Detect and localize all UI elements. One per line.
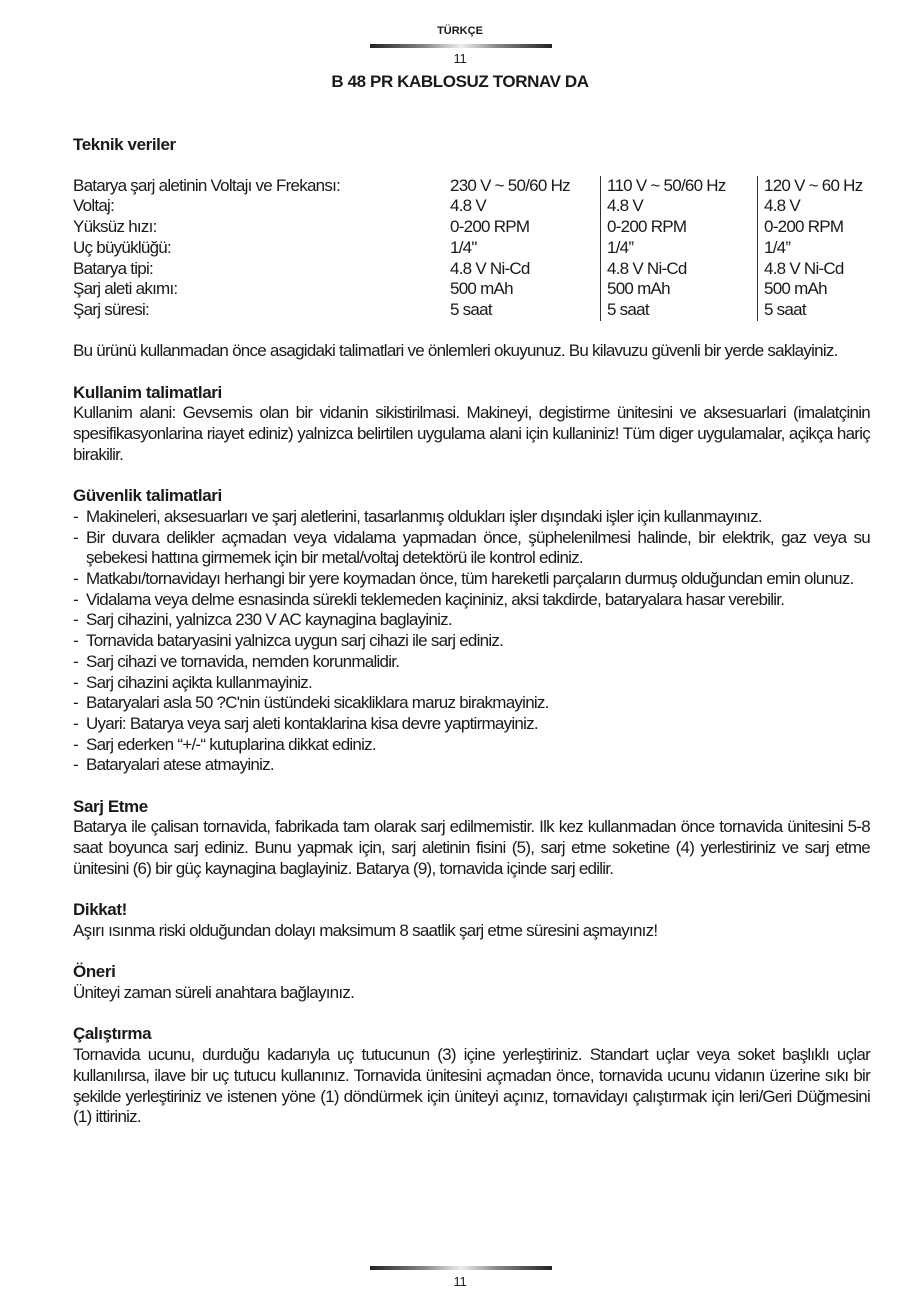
warning-heading: Dikkat!: [73, 900, 127, 920]
spec-label: Batarya tipi:: [73, 258, 154, 278]
safety-heading: Güvenlik talimatlari: [73, 486, 222, 506]
specs-heading: Teknik veriler: [73, 135, 176, 154]
spec-value: 110 V ~ 50/60 Hz: [601, 176, 758, 197]
advice-text: Üniteyi zaman süreli anahtara bağlayınız.: [73, 983, 355, 1003]
warning-section: [73, 900, 870, 941]
page-title: B 48 PR KABLOSUZ TORNAV DA: [331, 72, 589, 91]
operation-text: Tornavida ucunu, durduğu kadarıyla uç tutucunun (3) içine yerleştiriniz. Standart uçlar veya soket başlıklı uçlar kullanılırsa, ilave bir uç tutucu kullanınız. Tornavida ünitesini açmadan önce, tornavida ucunu vidanın üzerine sıkı bir şekilde yerleştiriniz ve istenen yöne (1) döndürmek için üniteyi açınız, tornavidayı çalıştırmak için leri/Geri Düğmesini (1) ittiriniz.: [73, 1045, 870, 1127]
spec-label: Şarj süresi:: [73, 299, 150, 319]
spec-value: 1/4”: [758, 238, 871, 259]
specs-row: [73, 176, 870, 197]
spec-value: 0-200 RPM: [450, 217, 530, 237]
spec-label: Batarya şarj aletinin Voltajı ve Frekansı:: [73, 175, 341, 195]
spec-label: Şarj aleti akımı:: [73, 279, 178, 299]
safety-item: - Bataryalari atese atmayiniz.: [73, 755, 870, 776]
spec-label: Voltaj:: [73, 196, 115, 216]
charging-heading: Sarj Etme: [73, 796, 148, 816]
spec-value: 500 mAh: [758, 279, 871, 300]
safety-item: - Sarj cihazi ve tornavida, nemden korunmalidir.: [73, 652, 870, 673]
safety-item: - Bataryalari asla 50 ?C'nin üstündeki sicakliklara maruz birakmayiniz.: [73, 693, 870, 714]
spec-value: 230 V ~ 50/60 Hz: [450, 175, 570, 195]
spec-value: 500 mAh: [601, 279, 758, 300]
safety-item: - Makineleri, aksesuarları ve şarj aletlerini, tasarlanmış oldukları işler dışındaki işler için kullanmayınız.: [73, 507, 870, 528]
spec-value: 4.8 V: [601, 196, 758, 217]
document-body: [73, 135, 870, 1128]
specs-table: [73, 176, 870, 321]
spec-value: 0-200 RPM: [758, 217, 871, 238]
spec-value: 500 mAh: [450, 279, 513, 299]
spec-value: 5 saat: [450, 299, 492, 319]
intro-paragraph: Bu ürünü kullanmadan önce asagidaki talimatlari ve önlemleri okuyunuz. Bu kilavuzu güvenli bir yerde saklayiniz.: [73, 341, 838, 361]
usage-text: Kullanim alani: Gevsemis olan bir vidanin sikistirilmasi. Makineyi, degistirme ünitesini ve aksesuarlari (imalatçinin spesifikasyonlarina riayet ediniz) yalnizca belirtilen uygulama alani için kullaniniz! Tüm diger uygulamalar, açikça hariç birakilir.: [73, 403, 870, 464]
advice-section: [73, 962, 870, 1003]
safety-item: - Vidalama veya delme esnasinda sürekli teklemeden kaçininiz, aksi takdirde, bataryalara hasar verebilir.: [73, 590, 870, 611]
page-number-top: 11: [453, 51, 467, 66]
operation-heading: Çalıştırma: [73, 1024, 152, 1044]
advice-heading: Öneri: [73, 962, 116, 982]
operation-section: [73, 1024, 870, 1128]
specs-row: [73, 238, 870, 259]
specs-row: [73, 217, 870, 238]
spec-value: 4.8 V: [758, 196, 871, 217]
warning-text: Aşırı ısınma riski olduğundan dolayı maksimum 8 saatlik şarj etme süresini aşmayınız!: [73, 920, 658, 940]
spec-value: 5 saat: [601, 300, 758, 321]
spec-value: 4.8 V Ni-Cd: [601, 259, 758, 280]
spec-value: 5 saat: [758, 300, 871, 321]
safety-item: - Sarj ederken “+/-“ kutuplarina dikkat ediniz.: [73, 735, 870, 756]
spec-value: 120 V ~ 60 Hz: [758, 176, 871, 197]
safety-section: [73, 486, 870, 776]
usage-heading: Kullanim talimatlari: [73, 382, 222, 402]
specs-row: [73, 196, 870, 217]
usage-section: [73, 383, 870, 466]
page-number-bottom: 11: [453, 1274, 467, 1289]
safety-item: - Sarj cihazini açikta kullanmayiniz.: [73, 673, 870, 694]
safety-item: - Bir duvara delikler açmadan veya vidalama yapmadan önce, şüphelenilmesi halinde, bir elektrik, gaz veya su şebekesi hattına girmemek için bir metal/voltaj detektörü ile kontrol ediniz.: [73, 528, 870, 569]
safety-list: [73, 507, 870, 776]
header-divider: [370, 44, 552, 48]
language-label: TÜRKÇE: [437, 25, 483, 37]
specs-row: [73, 300, 870, 321]
specs-row: [73, 259, 870, 280]
footer-divider: [370, 1266, 552, 1270]
spec-value: 0-200 RPM: [601, 217, 758, 238]
spec-value: 1/4": [450, 237, 477, 257]
safety-item: - Tornavida bataryasini yalnizca uygun sarj cihazi ile sarj ediniz.: [73, 631, 870, 652]
safety-item: - Sarj cihazini, yalnizca 230 V AC kaynagina baglayiniz.: [73, 610, 870, 631]
charging-section: [73, 797, 870, 880]
spec-value: 4.8 V: [450, 196, 486, 216]
spec-value: 4.8 V Ni-Cd: [758, 259, 871, 280]
safety-item: - Uyari: Batarya veya sarj aleti kontaklarina kisa devre yaptirmayiniz.: [73, 714, 870, 735]
spec-label: Uç büyüklüğü:: [73, 237, 171, 257]
safety-item: - Matkabı/tornavidayı herhangi bir yere koymadan önce, tüm hareketli parçaların durmuş olduğundan emin olunuz.: [73, 569, 870, 590]
charging-text: Batarya ile çalisan tornavida, fabrikada tam olarak sarj edilmemistir. Ilk kez kullanmadan önce tornavida ünitesini 5-8 saat boyunca sarj ediniz. Bunu yapmak için, sarj aletinin fisini (5), sarj etme soketine (4) yerlestiriniz ve sarj etme ünitesini (6) bir güç kaynagina baglayiniz. Batarya (9), tornavida içinde sarj edilir.: [73, 817, 870, 878]
spec-value: 1/4”: [601, 238, 758, 259]
specs-row: [73, 279, 870, 300]
spec-label: Yüksüz hızı:: [73, 217, 157, 237]
spec-value: 4.8 V Ni-Cd: [450, 258, 530, 278]
